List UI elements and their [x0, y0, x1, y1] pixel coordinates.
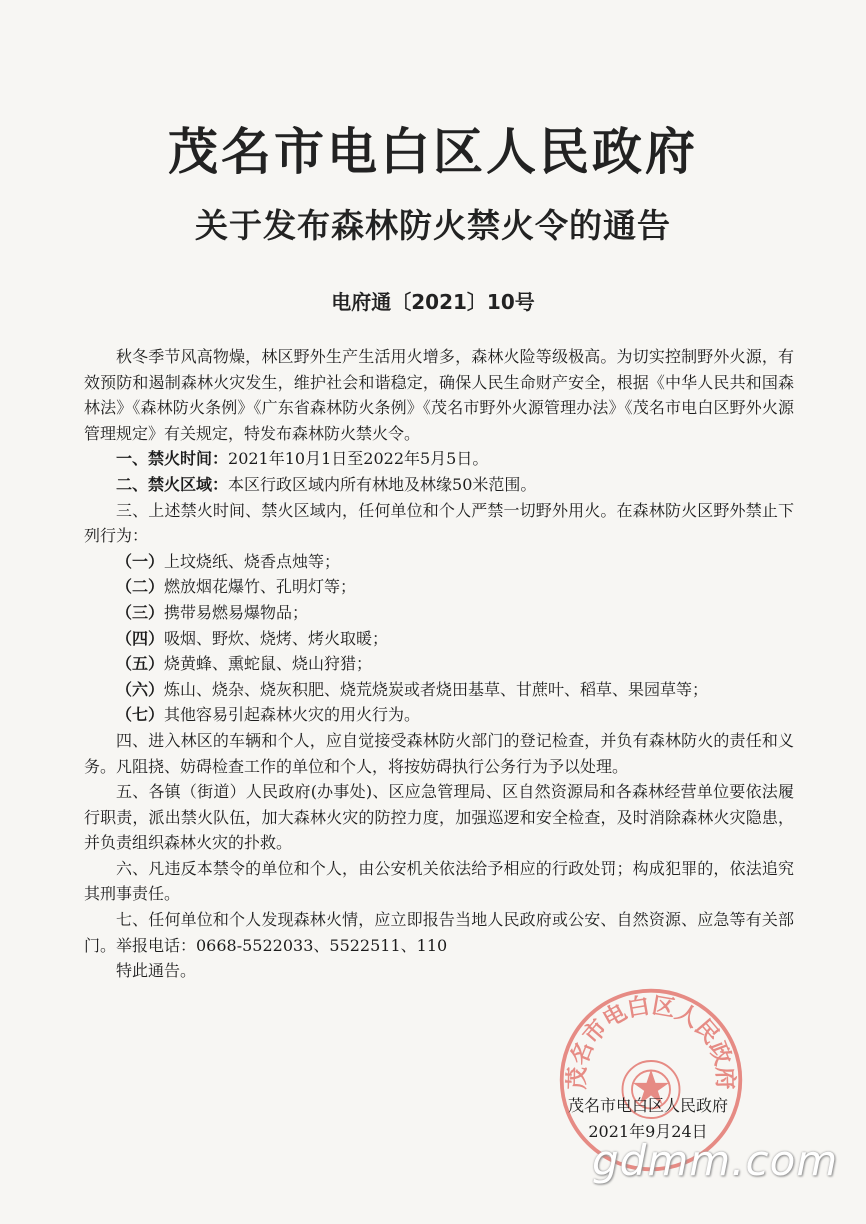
subitem [84, 574, 794, 600]
item-4: 四、进入林区的车辆和个人，应自觉接受森林防火部门的登记检查，并负有森林防火的责任和义务。凡阻挠、妨碍检查工作的单位和个人，将按妨碍执行公务行为予以处理。 [84, 730, 794, 776]
item-6: 六、凡违反本禁令的单位和个人，由公安机关依法给予相应的行政处罚；构成犯罪的，依法追究其刑事责任。 [84, 858, 794, 904]
subitem [84, 600, 794, 626]
item-1-label: 一、禁火时间： [116, 449, 229, 469]
item-7: 七、任何单位和个人发现森林火情，应立即报告当地人民政府或公安、自然资源、应急等有关部门。举报电话：0668-5522033、5522511、110 [84, 910, 794, 955]
document-subtitle: 关于发布森林防火禁火令的通告 [195, 206, 671, 245]
signature-date: 2021年9月24日 [588, 1122, 708, 1141]
item-2-label: 二、禁火区域： [116, 474, 229, 494]
document-number: 电府通〔2021〕10号 [331, 290, 535, 314]
intro-paragraph: 秋冬季节风高物燥，林区野外生产生活用火增多，森林火险等级极高。为切实控制野外火源，有效预防和遏制森林火灾发生，维护社会和谐稳定，确保人民生命财产安全，根据《中华人民共和国森林法》《森林防火条例》《广东省森林防火条例》《茂名市野外火源管理办法》《茂名市电白区野外火源管理规定》有关规定，特发布森林防火禁火令。 [84, 347, 794, 443]
subitem-label: （三） [116, 602, 165, 622]
subitem [84, 702, 794, 728]
document-body [84, 344, 794, 984]
subitem-label: （二） [116, 577, 165, 597]
subitem [84, 549, 794, 575]
item-2 [84, 472, 794, 498]
item-2-text: 本区行政区域内所有林地及林缘50米范围。 [228, 474, 537, 494]
site-watermark: gdmm.com [592, 1136, 839, 1185]
subitem-text: 燃放烟花爆竹、孔明灯等； [164, 577, 357, 597]
document-title: 茂名市电白区人民政府 [168, 123, 698, 181]
subitem-text: 烧黄蜂、熏蛇鼠、烧山狩猎； [164, 654, 373, 674]
closing-text: 特此通告。 [116, 961, 197, 981]
subitem-text: 上坟烧纸、烧香点烛等； [164, 551, 341, 571]
subitem-text: 吸烟、野炊、烧烤、烤火取暖； [164, 628, 389, 648]
subitem-label: （七） [116, 705, 165, 725]
subitem [84, 626, 794, 652]
signature-org: 茂名市电白区人民政府 [567, 1096, 728, 1115]
item-1-text: 2021年10月1日至2022年5月5日。 [228, 449, 489, 469]
subitem [84, 651, 794, 677]
subitem-text: 其他容易引起森林火灾的用火行为。 [164, 705, 421, 725]
subitem-label: （五） [116, 654, 165, 674]
item-5: 五、各镇（街道）人民政府(办事处)、区应急管理局、区自然资源局和各森林经营单位要依法履行职责，派出禁火队伍，加大森林火灾的防控力度，加强巡逻和安全检查，及时消除森林火灾隐患，并负责组织森林火灾的扑救。 [84, 782, 794, 853]
subitem-label: （四） [116, 628, 165, 648]
item-3: 三、上述禁火时间、禁火区域内，任何单位和个人严禁一切野外用火。在森林防火区野外禁止下列行为： [84, 500, 794, 546]
item-1 [84, 446, 794, 472]
subitem-label: （一） [116, 551, 165, 571]
subitem-label: （六） [116, 679, 165, 699]
subitem [84, 677, 794, 703]
subitem-text: 携带易燃易爆物品； [164, 602, 309, 622]
subitem-text: 炼山、烧杂、烧灰积肥、烧荒烧炭或者烧田基草、甘蔗叶、稻草、果园草等； [164, 679, 709, 699]
seal-text: 茂名市电白区人民政府 [564, 992, 738, 1090]
